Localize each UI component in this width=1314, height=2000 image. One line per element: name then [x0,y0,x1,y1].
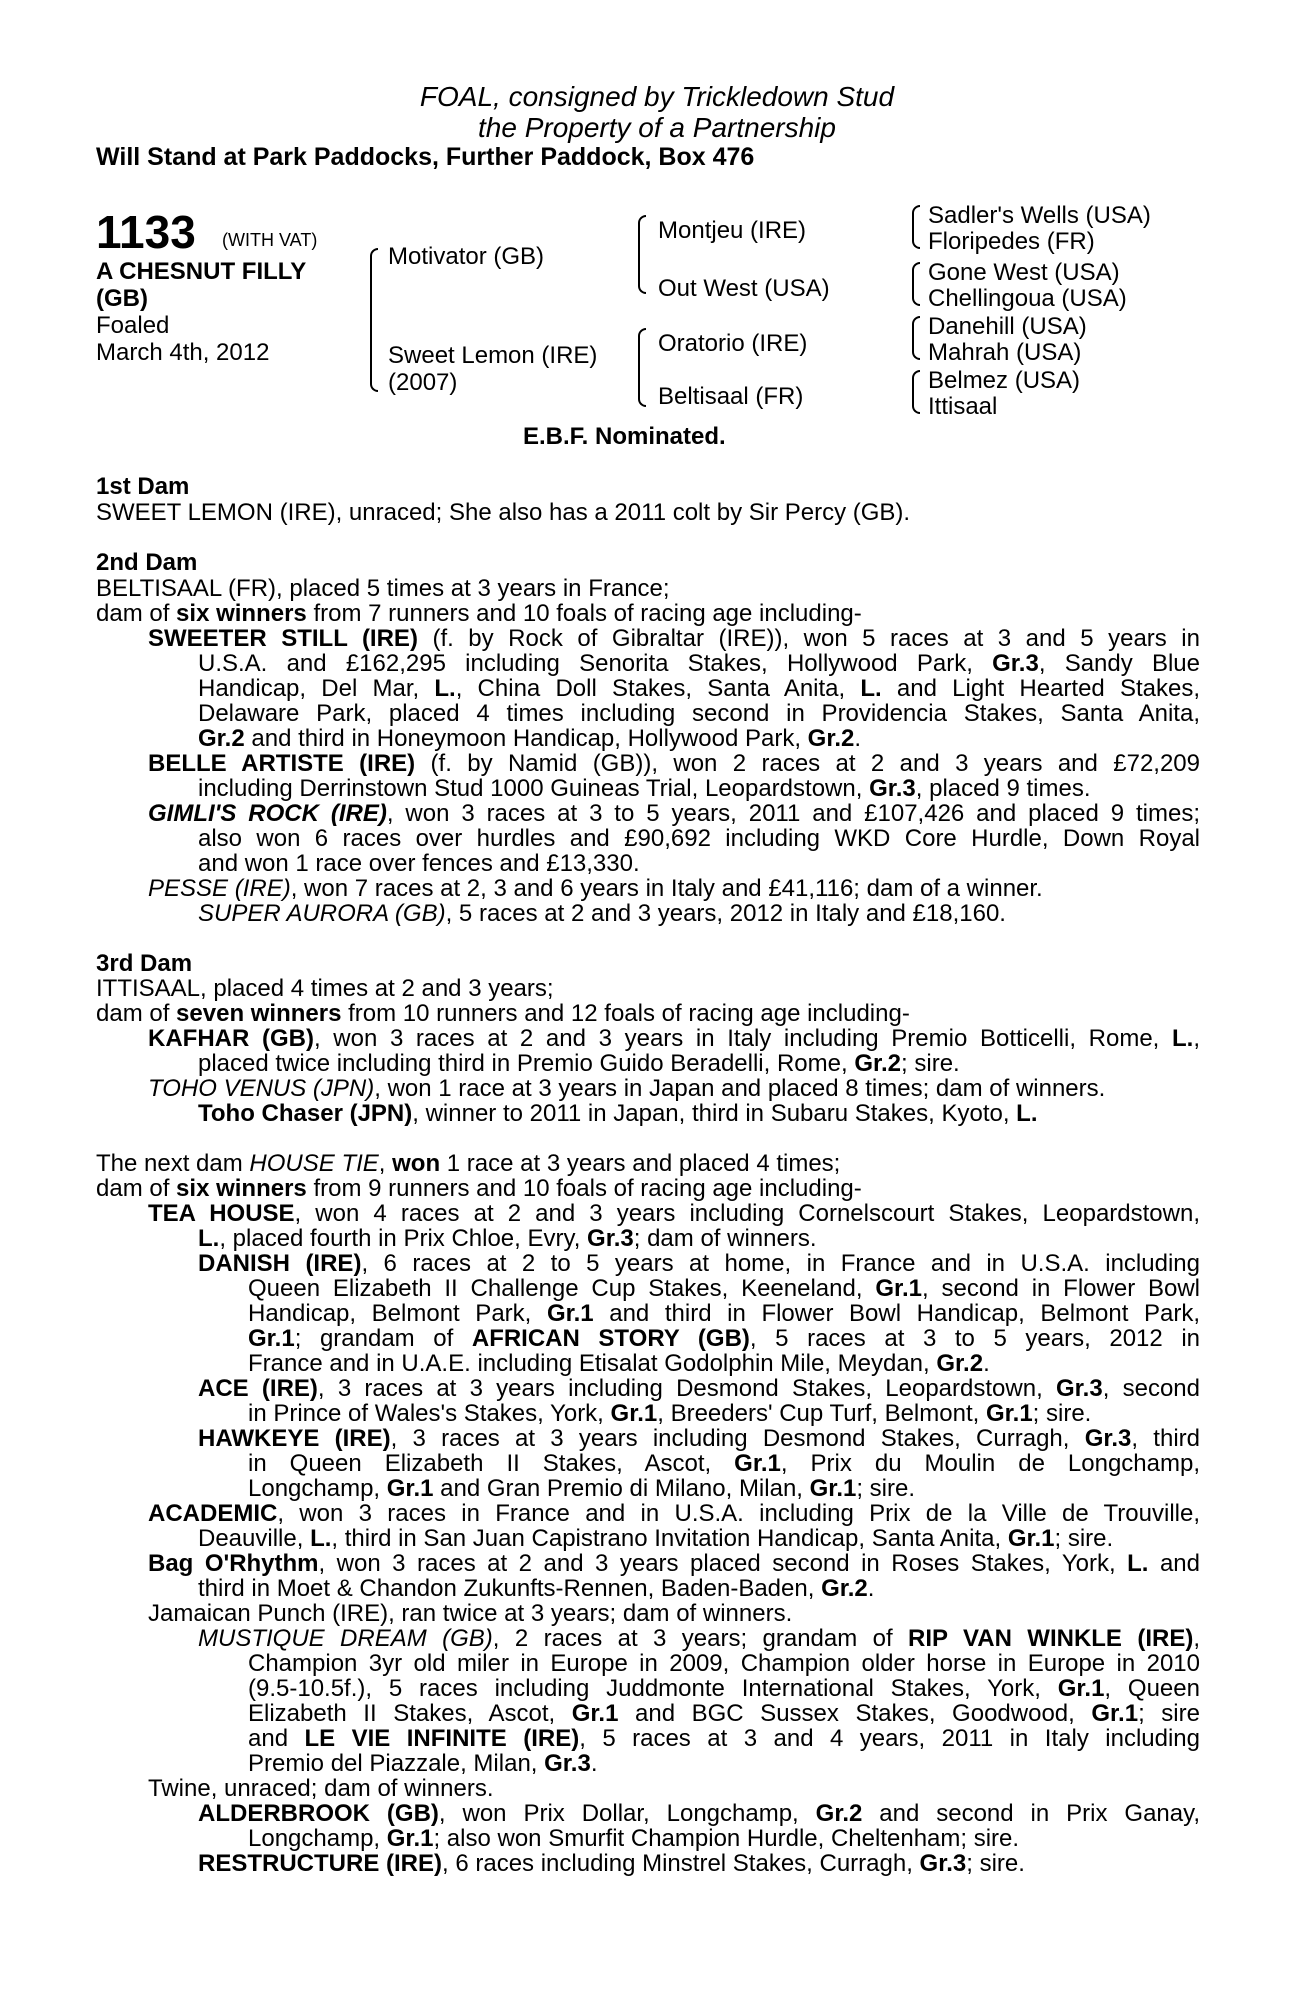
grade: Gr.1 [571,1700,619,1727]
text: and [248,1725,305,1752]
grade: Gr.1 [546,1300,594,1327]
text: won [392,1150,441,1177]
text: including Derrinstown Stud 1000 Guineas Trial, Leopardstown, [198,775,870,802]
progeny-hawkeye-1 [198,1426,1200,1451]
grade: L. [860,675,882,702]
text: Longchamp, [248,1475,387,1502]
grade: Gr.3 [1055,1375,1103,1402]
grade: Gr.1 [1007,1525,1055,1552]
lot-desc-1: A CHESNUT FILLY [96,258,307,285]
grade: Gr.3 [919,1850,967,1877]
horse-name: BELLE ARTISTE (IRE) [148,750,416,777]
winners-count: seven winners [176,1000,342,1027]
progeny-alderbrook-1 [198,1801,1200,1826]
text: , Prix du Moulin de Longchamp, [780,1450,1200,1477]
horse-name: PESSE (IRE) [148,875,291,902]
text: , 6 races at 2 to 5 years at home, in France and in U.S.A. including [361,1250,1200,1277]
text: ; sire. [901,1050,960,1077]
second-dam-title: 2nd Dam [96,549,198,576]
grade: L. [198,1225,220,1252]
grade: L. [1016,1100,1038,1127]
ebf-nominated: E.B.F. Nominated. [523,423,726,450]
horse-name: AFRICAN STORY (GB) [471,1325,750,1352]
text: , second [1102,1375,1200,1402]
pedigree-sire-dam: Out West (USA) [658,275,830,302]
progeny-danish-2 [248,1276,1200,1301]
lot-foaled: Foaled [96,312,170,339]
grade: Gr.1 [1091,1700,1139,1727]
text: , 3 races at 3 years including Desmond Stakes, Curragh, [390,1425,1085,1452]
text: , 5 races at 3 and 4 years, 2011 in Italy including [579,1725,1201,1752]
header-consignor: FOAL, consigned by Trickledown Stud [419,81,895,112]
progeny-mustique-dream-1 [198,1626,1200,1651]
text: ; also won Smurfit Champion Hurdle, Cheltenham; sire. [433,1825,1020,1852]
text: ; grandam of [294,1325,472,1352]
grade: Gr.3 [544,1750,591,1777]
text: dam of [96,1175,177,1202]
progeny-tea-house-2 [198,1226,817,1251]
pedigree-dds: Belmez (USA) [928,367,1081,394]
lot-desc-2: (GB) [96,285,148,312]
progeny-mustique-dream-6 [248,1751,598,1776]
text: and third in Flower Bowl Handicap, Belmont Park, [593,1300,1200,1327]
grade: Gr.1 [734,1450,781,1477]
horse-name: Bag O'Rhythm [148,1550,319,1577]
text: , [1193,1025,1200,1052]
pedigree-ddd: Ittisaal [928,393,998,420]
text: (f. by Rock of Gibraltar (IRE)), won 5 races at 3 and 5 years in [417,625,1200,652]
horse-name: DANISH (IRE) [198,1250,362,1277]
progeny-mustique-dream-4 [248,1701,1200,1726]
text: Handicap, Belmont Park, [248,1300,547,1327]
pedigree-dam-dam: Beltisaal (FR) [658,383,804,410]
progeny-kafhar-1 [148,1026,1200,1051]
text: dam of [96,600,177,627]
horse-name: Toho Chaser (JPN) [198,1100,413,1127]
horse-name: HOUSE TIE [249,1150,379,1177]
grade: L. [434,675,456,702]
third-dam-line-2 [96,1001,910,1026]
horse-name: TEA HOUSE [148,1200,295,1227]
grade: Gr.2 [821,1575,868,1602]
progeny-super-aurora [198,901,1006,926]
text: , [1193,1625,1200,1652]
pedigree-sss: Sadler's Wells (USA) [928,202,1151,229]
pedigree-brace-main [370,248,378,392]
text: (f. by Namid (GB)), won 2 races at 2 and 3 years and £72,209 [415,750,1201,777]
progeny-tea-house-1 [148,1201,1200,1226]
progeny-mustique-dream-3 [248,1676,1200,1701]
text: , placed fourth in Prix Chloe, Evry, [219,1225,588,1252]
pedigree-dss: Danehill (USA) [928,313,1087,340]
grade: Gr.1 [248,1325,295,1352]
text: , won 4 races at 2 and 3 years including Cornelscourt Stakes, Leopardstown, [294,1200,1200,1227]
progeny-sweeter-still-3 [198,676,1200,701]
text: from 7 runners and 10 foals of racing age including- [306,600,862,627]
grade: Gr.3 [992,650,1039,677]
text: (9.5-10.5f.), 5 races including Juddmonte International Stakes, York, [248,1675,1058,1702]
pedigree-brace-dam [638,328,646,407]
pedigree-brace-4 [912,370,920,414]
third-dam-title: 3rd Dam [96,950,193,977]
text: and Gran Premio di Milano, Milan, [433,1475,810,1502]
text: ; sire. [966,1850,1025,1877]
grade: L. [1127,1550,1149,1577]
progeny-jamaican-punch: Jamaican Punch (IRE), ran twice at 3 years; dam of winners. [148,1600,793,1627]
lot-number: 1133 [96,206,196,258]
pedigree-brace-sire [638,215,646,294]
text: , won 3 races at 2 and 3 years in Italy including Premio Botticelli, Rome, [313,1025,1172,1052]
pedigree-dam-sire: Oratorio (IRE) [658,330,808,357]
text: and second in Prix Ganay, [862,1800,1200,1827]
horse-name: ACE (IRE) [198,1375,318,1402]
next-dam-line-1 [96,1151,840,1176]
text: , Sandy Blue [1038,650,1200,677]
progeny-danish-1 [198,1251,1200,1276]
progeny-hawkeye-2 [248,1451,1200,1476]
text: , 5 races at 3 to 5 years, 2012 in [749,1325,1200,1352]
pedigree-brace-1 [912,205,920,249]
winners-count: six winners [176,600,307,627]
grade: L. [310,1525,332,1552]
grade: Gr.1 [985,1400,1033,1427]
pedigree-dam: Sweet Lemon (IRE) [388,342,598,369]
grade: Gr.1 [875,1275,923,1302]
lot-vat: (WITH VAT) [222,230,318,250]
second-dam-line-1: BELTISAAL (FR), placed 5 times at 3 years in France; [96,575,670,602]
grade: Gr.2 [198,725,245,752]
text: ; sire. [1032,1400,1092,1427]
grade: L. [1171,1025,1194,1052]
progeny-sweeter-still-5 [198,726,861,751]
text: . [867,1575,875,1602]
header-stand: Will Stand at Park Paddocks, Further Paddock, Box 476 [96,143,755,171]
text: , 2 races at 3 years; grandam of [492,1625,909,1652]
pedigree-sire-sire: Montjeu (IRE) [658,217,807,244]
text: Deauville, [198,1525,311,1552]
grade: Gr.1 [386,1475,434,1502]
horse-name: ACADEMIC [148,1500,278,1527]
horse-name: GIMLI'S ROCK (IRE) [148,800,387,827]
text: Premio del Piazzale, Milan, [248,1750,545,1777]
first-dam-title: 1st Dam [96,473,190,500]
pedigree-dsd: Mahrah (USA) [928,339,1082,366]
progeny-sweeter-still-1 [148,626,1200,651]
progeny-academic-2 [198,1526,1113,1551]
progeny-hawkeye-3 [248,1476,915,1501]
text: Handicap, Del Mar, [198,675,435,702]
grade: Gr.3 [869,775,916,802]
progeny-sweeter-still-2 [198,651,1200,676]
text: and Light Hearted Stakes, [881,675,1201,702]
progeny-restructure [198,1851,1025,1876]
text: , won Prix Dollar, Longchamp, [438,1800,816,1827]
progeny-toho-venus [148,1076,1105,1101]
text: . [854,725,862,752]
next-dam-line-2 [96,1176,862,1201]
text: , China Doll Stakes, Santa Anita, [455,675,861,702]
progeny-danish-3 [248,1301,1200,1326]
text: , 5 races at 2 and 3 years, 2012 in Italy and £18,160. [445,900,1006,927]
horse-name: HAWKEYE (IRE) [198,1425,391,1452]
pedigree-brace-2 [912,262,920,306]
text: , 3 races at 3 years including Desmond Stakes, Leopardstown, [317,1375,1056,1402]
horse-name: RESTRUCTURE (IRE) [198,1850,442,1877]
text: ; sire. [1054,1525,1114,1552]
pedigree-sdd: Chellingoua (USA) [928,285,1127,312]
pedigree-dam-year: (2007) [388,369,458,396]
text: in Queen Elizabeth II Stakes, Ascot, [248,1450,735,1477]
text: , Queen [1104,1675,1200,1702]
progeny-pesse [148,876,1043,901]
progeny-ace-2 [248,1401,1091,1426]
pedigree-sire: Motivator (GB) [388,243,545,270]
text: , 6 races including Minstrel Stakes, Curragh, [442,1850,920,1877]
text: . [983,1350,990,1377]
text: third in Moet & Chandon Zukunfts-Rennen, Baden-Baden, [198,1575,822,1602]
text: , won 1 race at 3 years in Japan and placed 8 times; dam of winners. [374,1075,1106,1102]
progeny-belle-artiste-2 [198,776,1091,801]
text: , winner to 2011 in Japan, third in Subaru Stakes, Kyoto, [412,1100,1017,1127]
progeny-danish-5 [248,1351,990,1376]
grade: Gr.1 [1057,1675,1105,1702]
progeny-academic-1 [148,1501,1200,1526]
text: , won 3 races at 3 to 5 years, 2011 and £107,426 and placed 9 times; [386,800,1200,827]
grade: Gr.2 [815,1800,863,1827]
text: , placed 9 times. [915,775,1091,802]
progeny-bag-orhythm-1 [148,1551,1200,1576]
winners-count: six winners [176,1175,307,1202]
horse-name: SUPER AURORA (GB) [198,900,446,927]
text: , third [1131,1425,1200,1452]
text: placed twice including third in Premio Guido Beradelli, Rome, [198,1050,855,1077]
text: , Breeders' Cup Turf, Belmont, [657,1400,986,1427]
header-property: the Property of a Partnership [478,112,836,143]
text: , won 3 races at 2 and 3 years placed second in Roses Stakes, York, [318,1550,1128,1577]
progeny-gimlis-rock-2: also won 6 races over hurdles and £90,692 including WKD Core Hurdle, Down Royal [198,825,1200,852]
grade: Gr.3 [1084,1425,1132,1452]
progeny-toho-chaser [198,1101,1038,1126]
progeny-ace-1 [198,1376,1200,1401]
horse-name: KAFHAR (GB) [148,1025,314,1052]
grade: Gr.2 [936,1350,984,1377]
text: , won 7 races at 2, 3 and 6 years in Italy and £41,116; dam of a winner. [290,875,1043,902]
grade: Gr.1 [386,1825,434,1852]
third-dam-line-1: ITTISAAL, placed 4 times at 2 and 3 years; [96,975,554,1002]
text: and [1148,1550,1200,1577]
text: ; dam of winners. [633,1225,817,1252]
horse-name: RIP VAN WINKLE (IRE) [908,1625,1194,1652]
pedigree-ssd: Floripedes (FR) [928,228,1095,255]
horse-name: ALDERBROOK (GB) [198,1800,439,1827]
pedigree-sds: Gone West (USA) [928,259,1120,286]
progeny-mustique-dream-2: Champion 3yr old miler in Europe in 2009, Champion older horse in Europe in 2010 [248,1650,1200,1677]
progeny-gimlis-rock-1 [148,801,1200,826]
text: , [378,1150,393,1177]
grade: Gr.2 [807,725,855,752]
progeny-sweeter-still-4: Delaware Park, placed 4 times including second in Providencia Stakes, Santa Anita, [198,700,1200,727]
text: from 9 runners and 10 foals of racing age including- [306,1175,862,1202]
first-dam-text: SWEET LEMON (IRE), unraced; She also has a 2011 colt by Sir Percy (GB). [96,499,911,526]
horse-name: TOHO VENUS (JPN) [148,1075,375,1102]
text: ; sire [1138,1700,1200,1727]
progeny-twine: Twine, unraced; dam of winners. [148,1775,494,1802]
text: and third in Honeymoon Handicap, Hollywood Park, [244,725,808,752]
text: Elizabeth II Stakes, Ascot, [248,1700,572,1727]
progeny-alderbrook-2 [248,1826,1019,1851]
text: Queen Elizabeth II Challenge Cup Stakes, Keeneland, [248,1275,876,1302]
text: , won 3 races in France and in U.S.A. including Prix de la Ville de Trouville, [277,1500,1200,1527]
progeny-mustique-dream-5 [248,1726,1200,1751]
progeny-kafhar-2 [198,1051,960,1076]
progeny-gimlis-rock-3: and won 1 race over fences and £13,330. [198,850,640,877]
text: ; sire. [856,1475,916,1502]
text: The next dam [96,1150,250,1177]
progeny-belle-artiste-1 [148,751,1200,776]
text: dam of [96,1000,177,1027]
text: 1 race at 3 years and placed 4 times; [440,1150,841,1177]
grade: Gr.2 [854,1050,902,1077]
text: and BGC Sussex Stakes, Goodwood, [618,1700,1092,1727]
text: . [590,1750,598,1777]
text: Longchamp, [248,1825,387,1852]
text: from 10 runners and 12 foals of racing age including- [341,1000,910,1027]
lot-foaled-date: March 4th, 2012 [96,339,270,366]
text: France and in U.A.E. including Etisalat Godolphin Mile, Meydan, [248,1350,937,1377]
horse-name: MUSTIQUE DREAM (GB) [198,1625,493,1652]
text: , third in San Juan Capistrano Invitation Handicap, Santa Anita, [331,1525,1008,1552]
text: U.S.A. and £162,295 including Senorita Stakes, Hollywood Park, [198,650,993,677]
grade: Gr.1 [809,1475,857,1502]
progeny-danish-4 [248,1326,1200,1351]
grade: Gr.3 [587,1225,634,1252]
text: , second in Flower Bowl [922,1275,1201,1302]
progeny-bag-orhythm-2 [198,1576,874,1601]
horse-name: LE VIE INFINITE (IRE) [304,1725,580,1752]
second-dam-line-2 [96,601,862,626]
grade: Gr.1 [610,1400,658,1427]
text: in Prince of Wales's Stakes, York, [248,1400,611,1427]
pedigree-brace-3 [912,316,920,360]
horse-name: SWEETER STILL (IRE) [148,625,418,652]
